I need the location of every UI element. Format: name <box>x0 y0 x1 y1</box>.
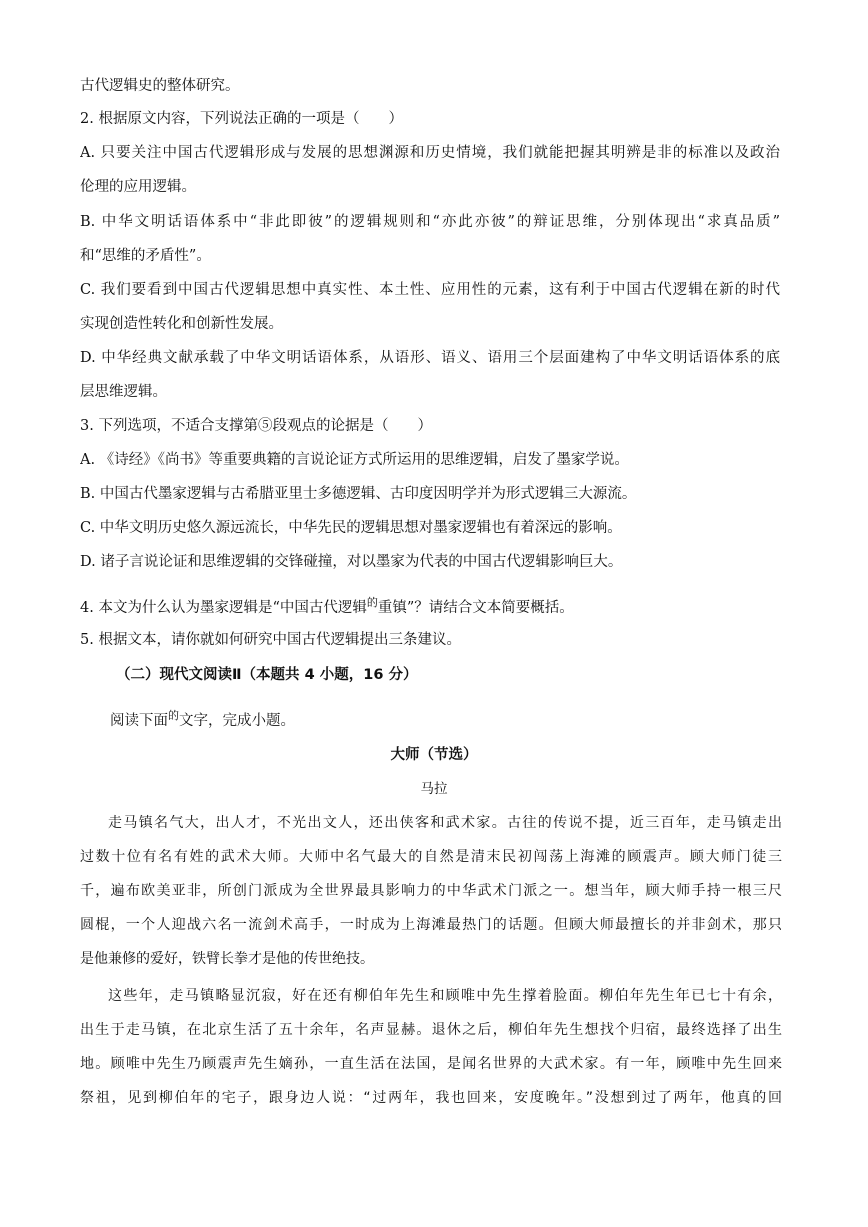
story-author: 马拉 <box>420 781 448 797</box>
instruction-text-before: 阅读下面 <box>110 712 168 729</box>
question-3-option-c: C. 中华文明历史悠久源远流长，中华先民的逻辑思想对墨家逻辑也有着深远的影响。 <box>80 520 622 536</box>
question-4-superscript: 的 <box>366 596 378 609</box>
question-2-option-d-line-2: 层思维逻辑。 <box>80 384 167 400</box>
question-2-option-a-line-2: 伦理的应用逻辑。 <box>80 179 196 195</box>
continuation-line: 古代逻辑史的整体研究。 <box>80 78 240 94</box>
question-4 <box>80 593 780 618</box>
question-3-option-b: B. 中国古代墨家逻辑与古希腊亚里士多德逻辑、古印度因明学并为形式逻辑三大源流。 <box>80 486 637 502</box>
section-2-instruction <box>110 706 770 731</box>
story-line: 千，遍布欧美亚非，所创门派成为全世界最具影响力的中华武术门派之一。想当年，顾大师手持一根三尺 <box>80 883 782 899</box>
instruction-superscript: 的 <box>168 709 179 722</box>
story-title: 大师（节选） <box>390 747 478 763</box>
story-line: 过数十位有名有姓的武术大师。大师中名气最大的自然是清末民初闯荡上海滩的顾震声。顾大师门徒三 <box>80 849 782 865</box>
question-2-option-a-line-1: A. 只要关注中国古代逻辑形成与发展的思想渊源和历史情境，我们就能把握其明辨是非的标准以及政治 <box>80 145 780 161</box>
question-3-option-a: A. 《诗经》《尚书》等重要典籍的言说论证方式所运用的思维逻辑，启发了墨家学说。 <box>80 452 629 468</box>
instruction-text-after: 文字，完成小题。 <box>179 712 295 729</box>
story-line: 出生于走马镇，在北京生活了五十余年，名声显赫。退休之后，柳伯年先生想找个归宿，最终选择了出生 <box>80 1022 782 1038</box>
question-3-option-d: D. 诸子言说论证和思维逻辑的交锋碰撞，对以墨家为代表的中国古代逻辑影响巨大。 <box>80 554 623 570</box>
question-2-option-b-line-1: B. 中华文明话语体系中“非此即彼”的逻辑规则和“亦此亦彼”的辩证思维，分别体现出“求真品质” <box>80 214 780 230</box>
section-2-heading: （二）现代文阅读Ⅱ（本题共 4 小题，16 分） <box>116 667 418 683</box>
story-line: 地。顾唯中先生乃顾震声先生嫡孙，一直生活在法国，是闻名世界的大武术家。有一年，顾唯中先生回来 <box>80 1056 782 1072</box>
question-4-text-after: 重镇”？请结合文本简要概括。 <box>377 599 574 616</box>
question-2-option-c-line-2: 实现创造性转化和创新性发展。 <box>80 316 283 332</box>
question-2-stem: 2. 根据原文内容，下列说法正确的一项是（ ） <box>80 111 403 127</box>
question-2-option-d-line-1: D. 中华经典文献承载了中华文明话语体系，从语形、语义、语用三个层面建构了中华文明话语体系的底 <box>80 350 780 366</box>
question-2-option-c-line-1: C. 我们要看到中国古代逻辑思想中真实性、本土性、应用性的元素，这有利于中国古代逻辑在新的时代 <box>80 282 780 298</box>
question-5: 5. 根据文本，请你就如何研究中国古代逻辑提出三条建议。 <box>80 632 461 648</box>
story-line: 祭祖，见到柳伯年的宅子，跟身边人说：“过两年，我也回来，安度晚年。”没想到过了两年，他真的回 <box>80 1090 782 1106</box>
question-2-option-b-line-2: 和“思维的矛盾性”。 <box>80 248 211 264</box>
story-line: 是他兼修的爱好，铁臂长拳才是他的传世绝技。 <box>80 951 374 967</box>
question-4-text-before: 4. 本文为什么认为墨家逻辑是“中国古代逻辑 <box>80 599 367 616</box>
story-line: 走马镇名气大，出人才，不光出文人，还出侠客和武术家。古往的传说不提，近三百年，走马镇走出 <box>108 815 782 831</box>
story-line: 这些年，走马镇略显沉寂，好在还有柳伯年先生和顾唯中先生撑着脸面。柳伯年先生年已七十有余， <box>108 988 782 1004</box>
question-3-stem: 3. 下列选项，不适合支撑第⑤段观点的论据是（ ） <box>80 418 432 434</box>
story-line: 圆棍，一个人迎战六名一流剑术高手，一时成为上海滩最热门的话题。但顾大师最擅长的并非剑术，那只 <box>80 917 782 933</box>
